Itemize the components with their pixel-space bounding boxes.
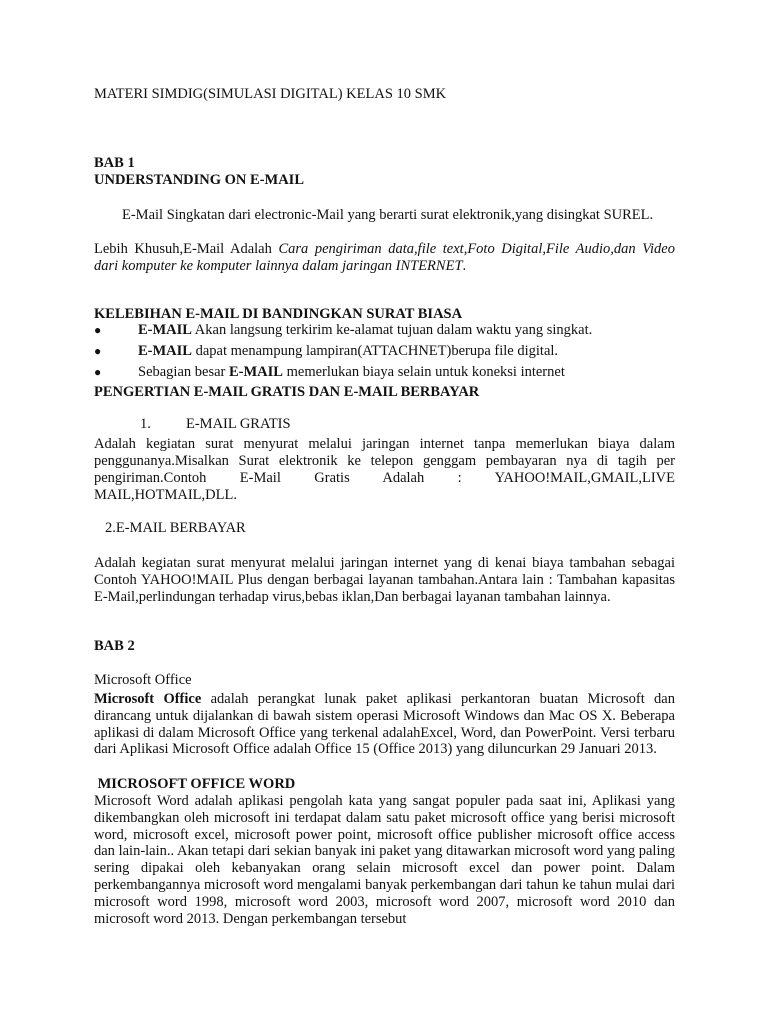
- ms-office-paragraph: [94, 691, 675, 758]
- bab1-intro-paragraph: E-Mail Singkatan dari electronic-Mail yang berarti surat elektronik,yang disingkat SUREL.: [122, 207, 654, 223]
- bullet-icon: ●: [94, 344, 102, 358]
- bullet-icon: ●: [94, 365, 102, 379]
- bab1-detail-paragraph: [94, 241, 675, 275]
- ms-office-bold: Microsoft Office: [94, 691, 202, 707]
- list-item: [94, 364, 675, 385]
- list-item-text: dapat menampung lampiran(ATTACHNET)berupa file digital.: [191, 343, 559, 359]
- bab1-heading: UNDERSTANDING ON E-MAIL: [94, 172, 304, 188]
- berbayar-paragraph: Adalah kegiatan surat menyurat melalui jaringan internet yang di kenai biaya tambahan sebagai Contoh YAHOO!MAIL Plus dengan berbagai layanan tambahan.Antara lain : Tambahan kapasitas E-Mail,perlindungan terhadap virus,bebas iklan,Dan berbagai layanan tambahan lainnya.: [94, 555, 675, 605]
- document-title: MATERI SIMDIG(SIMULASI DIGITAL) KELAS 10 SMK: [94, 86, 447, 102]
- kelebihan-heading: KELEBIHAN E-MAIL DI BANDINGKAN SURAT BIASA: [94, 306, 463, 322]
- pengertian-heading: PENGERTIAN E-MAIL GRATIS DAN E-MAIL BERBAYAR: [94, 384, 480, 400]
- list-item: [94, 343, 675, 364]
- list-item-text: Akan langsung terkirim ke-alamat tujuan dalam waktu yang singkat.: [191, 322, 593, 338]
- list-item-pre: Sebagian besar: [138, 364, 229, 380]
- list-item-bold: E-MAIL: [138, 322, 192, 338]
- gratis-paragraph: Adalah kegiatan surat menyurat melalui jaringan internet tanpa memerlukan biaya dalam penggunanya.Misalkan Surat elektronik ke telepon genggam pembayaran nya di tagih per pengiriman.Contoh E-Mail Gratis Adalah : YAHOO!MAIL,GMAIL,LIVE: [94, 436, 675, 486]
- berbayar-subheading: 2.E-MAIL BERBAYAR: [105, 520, 246, 536]
- word-heading: MICROSOFT OFFICE WORD: [94, 776, 296, 792]
- bab1-detail-prefix: Lebih Khusuh,E-Mail Adalah: [94, 241, 279, 257]
- word-paragraph: Microsoft Word adalah aplikasi pengolah kata yang sangat populer pada saat ini, Aplikasi yang dikembangkan oleh microsoft ini terdapat dalam satu paket microsoft office yang berisi microsoft word, microsoft excel, microsoft power point, microsoft office publisher microsoft office access dan lain-lain.. Akan tetapi dari sekian banyak ini paket yang ditawarkan microsoft word yang paling sering dipakai oleh kebanyakan orang selain microsoft excel dan power point. Dalam perkembangannya microsoft word mengalami banyak perkembangan dari tahun ke tahun mulai dari microsoft word 1998, microsoft word 2003, microsoft word 2007, microsoft word 2010 dan microsoft word 2013. Dengan perkembangan tersebut: [94, 793, 675, 927]
- list-item-bold: E-MAIL: [138, 343, 192, 359]
- bab1-label: BAB 1: [94, 155, 135, 171]
- ms-office-text: adalah perangkat lunak paket aplikasi perkantoran buatan Microsoft dan dirancang untuk dijalankan di bawah sistem operasi Microsoft Windows dan Mac OS X. Beberapa aplikasi di dalam Microsoft Office yang terkenal adalahExcel, Word, dan PowerPoint. Versi terbaru dari Aplikasi Microsoft Office adalah Office 15 (Office 2013) yang diluncurkan 29 Januari 2013.: [94, 691, 675, 758]
- bab2-subtitle: Microsoft Office: [94, 672, 192, 688]
- list-item-text: memerlukan biaya selain untuk koneksi internet: [282, 364, 565, 380]
- bab1-detail-suffix: .: [462, 257, 467, 274]
- bab1-detail-italic: Cara pengiriman data,file text,Foto Digital,File Audio,dan Video dari komputer ke komputer lainnya dalam jaringan INTERNET: [94, 241, 675, 274]
- bab2-label: BAB 2: [94, 638, 135, 654]
- gratis-number: 1.: [140, 416, 151, 432]
- gratis-label: E-MAIL GRATIS: [186, 416, 291, 432]
- gratis-paragraph-last: MAIL,HOTMAIL,DLL.: [94, 487, 237, 503]
- kelebihan-list: [94, 322, 675, 385]
- list-item: [94, 322, 675, 343]
- list-item-bold: E-MAIL: [229, 364, 283, 380]
- bullet-icon: ●: [94, 323, 102, 337]
